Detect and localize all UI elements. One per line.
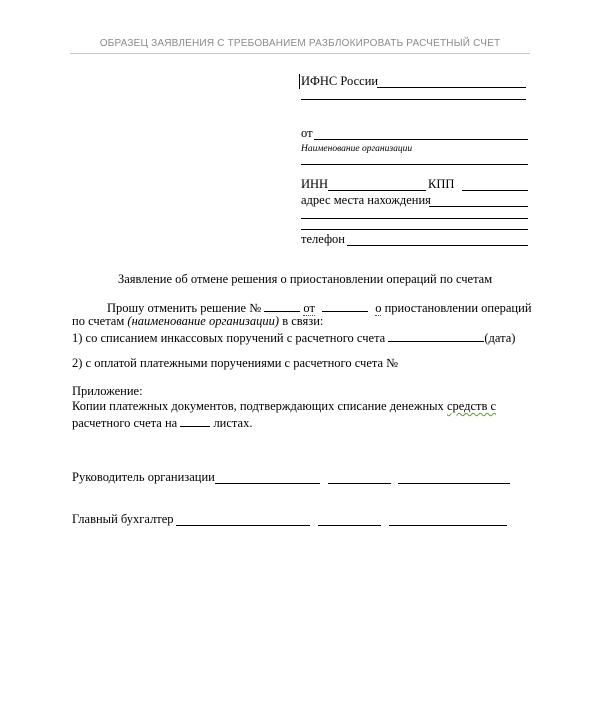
from-line[interactable] bbox=[314, 139, 528, 140]
attachment-label: Приложение: bbox=[72, 384, 143, 398]
ifns-line[interactable] bbox=[377, 87, 526, 88]
attachment-text: Копии платежных документов, подтверждающих списание денежных bbox=[72, 399, 444, 413]
org-name-inline: (наименование организации) bbox=[127, 314, 280, 328]
ifns-label: ИФНС России bbox=[301, 74, 379, 88]
director-label: Руководитель организации bbox=[72, 470, 215, 484]
pages-count-field[interactable] bbox=[180, 414, 210, 427]
request-text: Прошу отменить решение № bbox=[107, 301, 262, 315]
accounts-text: по счетам bbox=[72, 314, 125, 328]
address-line-3[interactable] bbox=[301, 229, 528, 230]
from-label: от bbox=[301, 126, 313, 140]
director-initials-line[interactable] bbox=[328, 483, 391, 484]
suspension-text: приостановлении операций bbox=[384, 301, 532, 315]
decision-date-field[interactable] bbox=[322, 299, 368, 312]
accountant-signature-line[interactable] bbox=[176, 525, 310, 526]
o-word: о bbox=[375, 301, 382, 315]
kpp-label: КПП bbox=[428, 177, 455, 191]
date-label: (дата) bbox=[484, 331, 516, 345]
item-1-date-field[interactable] bbox=[388, 329, 484, 342]
header-divider bbox=[70, 53, 530, 54]
in-connection-text: в связи: bbox=[282, 314, 324, 328]
account-pages-text: расчетного счета на bbox=[72, 416, 178, 430]
director-signature-line[interactable] bbox=[215, 483, 320, 484]
decision-number-field[interactable] bbox=[264, 299, 300, 312]
item-2-text: 2) с оплатой платежными поручениями с расчетного счета № bbox=[72, 356, 399, 370]
inn-label: ИНН bbox=[301, 177, 329, 191]
org-name-line-2[interactable] bbox=[301, 164, 528, 165]
inn-line[interactable] bbox=[328, 190, 426, 191]
address-line-2[interactable] bbox=[301, 218, 528, 219]
accountant-label: Главный бухгалтер bbox=[72, 512, 174, 526]
from-word: от bbox=[303, 301, 315, 315]
director-name-line[interactable] bbox=[398, 483, 510, 484]
phone-line[interactable] bbox=[347, 245, 528, 246]
document-header: ОБРАЗЕЦ ЗАЯВЛЕНИЯ С ТРЕБОВАНИЕМ РАЗБЛОКИРОВАТЬ РАСЧЕТНЫЙ СЧЕТ bbox=[99, 38, 501, 49]
text-cursor bbox=[299, 74, 300, 89]
statement-title: Заявление об отмене решения о приостановлении операций по счетам bbox=[118, 272, 493, 286]
accountant-name-line[interactable] bbox=[389, 525, 507, 526]
org-name-caption: Наименование организации bbox=[301, 144, 413, 154]
spellcheck-text: средств с bbox=[446, 399, 497, 413]
sheets-text: листах. bbox=[213, 416, 253, 430]
item-1-text: 1) со списанием инкассовых поручений с расчетного счета bbox=[72, 331, 386, 345]
address-label: адрес места нахождения bbox=[301, 193, 431, 207]
ifns-line-2[interactable] bbox=[301, 99, 526, 100]
accountant-initials-line[interactable] bbox=[318, 525, 381, 526]
kpp-line[interactable] bbox=[462, 190, 528, 191]
address-line[interactable] bbox=[429, 206, 528, 207]
phone-label: телефон bbox=[301, 232, 345, 246]
